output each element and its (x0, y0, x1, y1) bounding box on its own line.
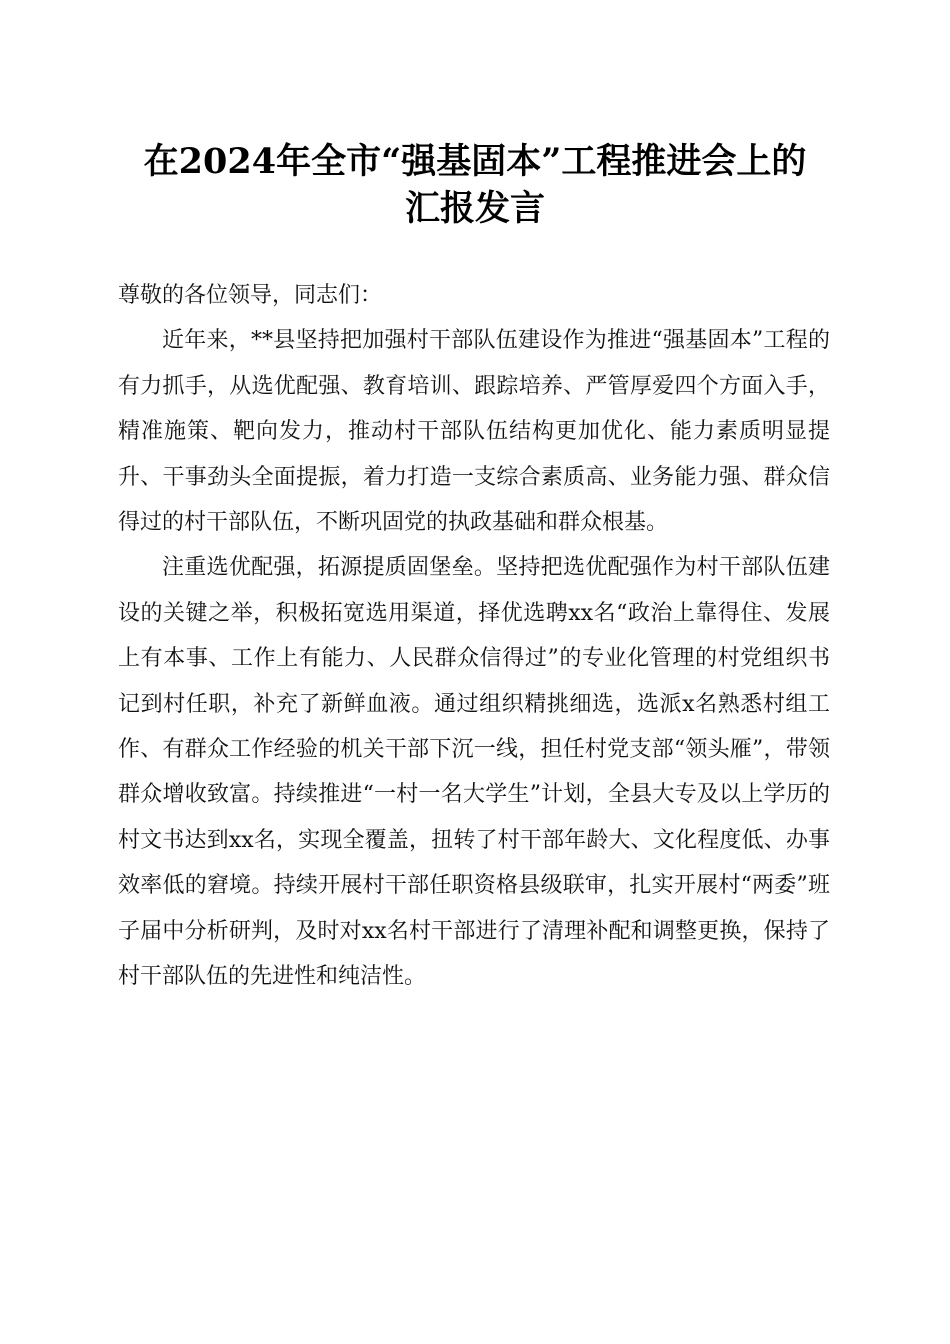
document-title (100, 138, 850, 232)
paragraph-2: 注重选优配强，拓源提质固堡垒。坚持把选优配强作为村干部队伍建设的关键之举，积极拓宽选用渠道，择优选聘xx名“政治上靠得住、发展上有本事、工作上有能力、人民群众信得过”的专业化管理的村党组织书记到村任职，补充了新鲜血液。通过组织精挑细选，选派x名熟悉村组工作、有群众工作经验的机关干部下沉一线，担任村党支部“领头雁”，带领群众增收致富。持续推进“一村一名大学生”计划，全县大专及以上学历的村文书达到xx名，实现全覆盖，扭转了村干部年龄大、文化程度低、办事效率低的窘境。持续开展村干部任职资格县级联审，扎实开展村“两委”班子届中分析研判，及时对xx名村干部进行了清理补配和调整更换，保持了村干部队伍的先进性和纯洁性。 (118, 555, 830, 990)
document-body (118, 273, 830, 1000)
title-line-1: 在2024年全市“强基固本”工程推进会上的 (143, 141, 807, 182)
greeting: 尊敬的各位领导，同志们： (118, 283, 383, 308)
paragraph-1: 近年来，**县坚持把加强村干部队伍建设作为推进“强基固本”工程的有力抓手，从选优配强、教育培训、跟踪培养、严管厚爱四个方面入手，精准施策、靶向发力，推动村干部队伍结构更加优化、能力素质明显提升、干事劲头全面提振，着力打造一支综合素质高、业务能力强、群众信得过的村干部队伍，不断巩固党的执政基础和群众根基。 (118, 328, 830, 536)
title-line-2: 汇报发言 (404, 188, 545, 229)
